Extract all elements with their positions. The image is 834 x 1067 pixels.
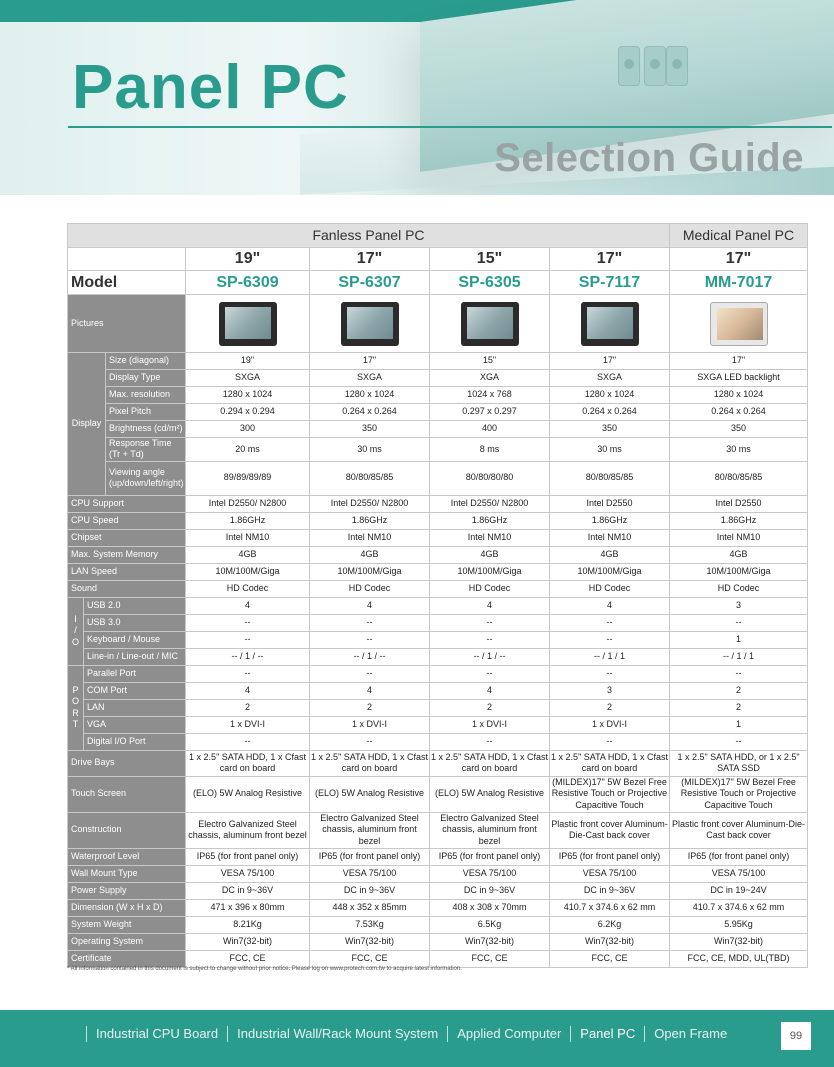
port-icon	[666, 46, 688, 86]
spec-value: Intel NM10	[550, 529, 670, 546]
row-label: Response Time (Tr + Td)	[106, 438, 186, 462]
spec-value: Win7(32-bit)	[186, 933, 310, 950]
spec-value: FCC, CE	[430, 950, 550, 967]
spec-value: VESA 75/100	[550, 865, 670, 882]
spec-value: 4GB	[186, 546, 310, 563]
spec-value: --	[430, 733, 550, 750]
row-label: System Weight	[68, 916, 186, 933]
spec-value: 80/80/85/85	[670, 461, 808, 495]
spec-value: 30 ms	[310, 438, 430, 462]
model-cell: SP-7117	[550, 271, 670, 295]
spec-value: IP65 (for front panel only)	[670, 848, 808, 865]
group-fanless: Fanless Panel PC	[68, 224, 670, 248]
screen	[467, 307, 513, 339]
table-row	[68, 461, 808, 495]
spec-value: 1 x 2.5" SATA HDD, or 1 x 2.5" SATA SSD	[670, 750, 808, 776]
group-medical: Medical Panel PC	[670, 224, 808, 248]
row-label: CPU Support	[68, 495, 186, 512]
row-label: Operating System	[68, 933, 186, 950]
row-label: Max. resolution	[106, 387, 186, 404]
spec-value: VESA 75/100	[186, 865, 310, 882]
row-label: Touch Screen	[68, 776, 186, 812]
model-cell: SP-6305	[430, 271, 550, 295]
row-label: Brightness (cd/m²)	[106, 421, 186, 438]
spec-value: 20 ms	[186, 438, 310, 462]
selection-guide-table	[67, 223, 808, 968]
row-label: Line-in / Line-out / MIC	[84, 648, 186, 665]
spec-value: 2	[310, 699, 430, 716]
spec-value: FCC, CE	[186, 950, 310, 967]
spec-value: Intel NM10	[186, 529, 310, 546]
spec-value: 448 x 352 x 85mm	[310, 899, 430, 916]
spec-value: 0.294 x 0.294	[186, 404, 310, 421]
nav-item-panel-pc[interactable]: Panel PC	[570, 1026, 644, 1042]
spec-value: 89/89/89/89	[186, 461, 310, 495]
spec-value: 1 x DVI-I	[550, 716, 670, 733]
picture-cell	[670, 295, 808, 353]
model-cell: MM-7017	[670, 271, 808, 295]
spec-value: Win7(32-bit)	[550, 933, 670, 950]
row-label: Drive Bays	[68, 750, 186, 776]
row-label: Certificate	[68, 950, 186, 967]
spec-value: 8 ms	[430, 438, 550, 462]
spec-value: 1 x 2.5" SATA HDD, 1 x Cfast card on board	[186, 750, 310, 776]
spec-value: --	[550, 614, 670, 631]
size-label-blank	[68, 248, 186, 271]
table-row	[68, 438, 808, 462]
spec-value: Intel NM10	[430, 529, 550, 546]
table-row	[68, 495, 808, 512]
port-letter: R	[72, 707, 79, 718]
spec-value: HD Codec	[430, 580, 550, 597]
size-cell: 19"	[186, 248, 310, 271]
io-group-label	[68, 597, 84, 665]
spec-value: 80/80/85/85	[310, 461, 430, 495]
table-row	[68, 631, 808, 648]
spec-value: HD Codec	[550, 580, 670, 597]
table-row	[68, 563, 808, 580]
spec-value: 17"	[310, 353, 430, 370]
row-label: Viewing angle (up/down/left/right)	[106, 461, 186, 495]
table-row	[68, 776, 808, 812]
spec-value: 4GB	[310, 546, 430, 563]
table-row	[68, 865, 808, 882]
spec-value: 1280 x 1024	[550, 387, 670, 404]
spec-value: 1.86GHz	[186, 512, 310, 529]
spec-value: -- / 1 / --	[430, 648, 550, 665]
row-label: Pixel Pitch	[106, 404, 186, 421]
spec-value: Win7(32-bit)	[670, 933, 808, 950]
io-letter: I	[74, 614, 77, 625]
spec-value: HD Codec	[186, 580, 310, 597]
spec-value: SXGA	[310, 370, 430, 387]
spec-value: --	[310, 631, 430, 648]
picture-cell	[310, 295, 430, 353]
spec-value: Electro Galvanized Steel chassis, aluminum front bezel	[186, 812, 310, 848]
row-label: Power Supply	[68, 882, 186, 899]
spec-value: 30 ms	[550, 438, 670, 462]
table-row	[68, 882, 808, 899]
picture-cell	[430, 295, 550, 353]
spec-value: 10M/100M/Giga	[430, 563, 550, 580]
spec-value: 4GB	[430, 546, 550, 563]
spec-value: --	[186, 665, 310, 682]
table-row	[68, 899, 808, 916]
spec-value: 3	[670, 597, 808, 614]
spec-value: Intel D2550/ N2800	[430, 495, 550, 512]
table-pictures-row	[68, 295, 808, 353]
row-label: Waterproof Level	[68, 848, 186, 865]
model-label: Model	[68, 271, 186, 295]
model-cell: SP-6307	[310, 271, 430, 295]
spec-value: SXGA	[186, 370, 310, 387]
spec-value: VESA 75/100	[670, 865, 808, 882]
size-cell: 17"	[550, 248, 670, 271]
panel-pc-image	[461, 302, 519, 346]
table-row	[68, 716, 808, 733]
spec-value: 17"	[670, 353, 808, 370]
spec-value: 1280 x 1024	[310, 387, 430, 404]
row-label: Parallel Port	[84, 665, 186, 682]
spec-value: 19"	[186, 353, 310, 370]
spec-value: 4	[186, 597, 310, 614]
spec-value: -- / 1 / 1	[670, 648, 808, 665]
spec-value: --	[550, 665, 670, 682]
panel-pc-image	[581, 302, 639, 346]
spec-value: 10M/100M/Giga	[550, 563, 670, 580]
spec-value: 4	[310, 597, 430, 614]
spec-value: --	[186, 733, 310, 750]
spec-value: (MILDEX)17" 5W Bezel Free Resistive Touch or Projective Capacitive Touch	[670, 776, 808, 812]
port-icon	[618, 46, 640, 86]
spec-value: --	[430, 665, 550, 682]
panel-pc-image	[341, 302, 399, 346]
spec-value: 400	[430, 421, 550, 438]
table-row	[68, 421, 808, 438]
spec-value: 0.264 x 0.264	[550, 404, 670, 421]
footer-bar	[0, 1010, 834, 1067]
panel-pc-image	[710, 302, 768, 346]
display-group-label: Display	[68, 353, 106, 496]
spec-value: 0.264 x 0.264	[670, 404, 808, 421]
spec-value: 4	[310, 682, 430, 699]
table-row	[68, 546, 808, 563]
spec-value: 2	[670, 699, 808, 716]
spec-value: 2	[550, 699, 670, 716]
spec-value: (MILDEX)17" 5W Bezel Free Resistive Touch or Projective Capacitive Touch	[550, 776, 670, 812]
spec-value: Electro Galvanized Steel chassis, aluminum front bezel	[430, 812, 550, 848]
spec-value: -- / 1 / --	[310, 648, 430, 665]
spec-value: 4GB	[550, 546, 670, 563]
spec-value: 1 x 2.5" SATA HDD, 1 x Cfast card on board	[430, 750, 550, 776]
table-row	[68, 648, 808, 665]
spec-value: (ELO) 5W Analog Resistive	[310, 776, 430, 812]
spec-value: --	[670, 733, 808, 750]
spec-value: 2	[430, 699, 550, 716]
spec-value: 4	[430, 597, 550, 614]
spec-value: 1280 x 1024	[186, 387, 310, 404]
size-cell: 17"	[310, 248, 430, 271]
size-cell: 15"	[430, 248, 550, 271]
table-row	[68, 387, 808, 404]
spec-value: 15"	[430, 353, 550, 370]
spec-value: 4GB	[670, 546, 808, 563]
spec-value: 410.7 x 374.6 x 62 mm	[550, 899, 670, 916]
spec-value: --	[670, 665, 808, 682]
port-icon	[644, 46, 666, 86]
table-row	[68, 950, 808, 967]
screen	[225, 307, 271, 339]
spec-value: 0.297 x 0.297	[430, 404, 550, 421]
row-label: Wall Mount Type	[68, 865, 186, 882]
spec-value: 300	[186, 421, 310, 438]
nav-item-open-frame[interactable]: Open Frame	[644, 1026, 736, 1042]
spec-value: 8.21Kg	[186, 916, 310, 933]
row-label: Max. System Memory	[68, 546, 186, 563]
table-row	[68, 404, 808, 421]
table-row	[68, 665, 808, 682]
spec-value: FCC, CE, MDD, UL(TBD)	[670, 950, 808, 967]
spec-value: DC in 9~36V	[310, 882, 430, 899]
table-row	[68, 933, 808, 950]
panel-pc-image	[219, 302, 277, 346]
row-label: USB 3.0	[84, 614, 186, 631]
table-group-header	[68, 224, 808, 248]
table-row	[68, 916, 808, 933]
spec-value: 1 x DVI-I	[186, 716, 310, 733]
spec-value: 17"	[550, 353, 670, 370]
spec-value: 80/80/85/85	[550, 461, 670, 495]
spec-value: IP65 (for front panel only)	[430, 848, 550, 865]
spec-value: 1 x 2.5" SATA HDD, 1 x Cfast card on board	[550, 750, 670, 776]
spec-value: 1024 x 768	[430, 387, 550, 404]
spec-value: --	[430, 631, 550, 648]
spec-value: --	[550, 631, 670, 648]
spec-value: 3	[550, 682, 670, 699]
spec-value: 1.86GHz	[310, 512, 430, 529]
spec-value: IP65 (for front panel only)	[186, 848, 310, 865]
spec-value: 7.53Kg	[310, 916, 430, 933]
spec-value: 1.86GHz	[430, 512, 550, 529]
spec-value: (ELO) 5W Analog Resistive	[186, 776, 310, 812]
port-letter: P	[72, 685, 79, 695]
port-letter: O	[71, 696, 79, 707]
port-group-label	[68, 665, 84, 750]
row-label: LAN Speed	[68, 563, 186, 580]
spec-value: 5.95Kg	[670, 916, 808, 933]
spec-value: 10M/100M/Giga	[670, 563, 808, 580]
io-letter: /	[74, 625, 77, 636]
spec-value: 1	[670, 716, 808, 733]
pictures-label: Pictures	[68, 295, 186, 353]
spec-value: --	[310, 614, 430, 631]
screen	[347, 307, 393, 339]
row-label: Dimension (W x H x D)	[68, 899, 186, 916]
spec-value: Intel D2550/ N2800	[186, 495, 310, 512]
spec-value: Intel D2550	[670, 495, 808, 512]
page-subtitle: Selection Guide	[494, 136, 804, 180]
table-row	[68, 682, 808, 699]
port-letter: T	[72, 718, 79, 729]
spec-value: 80/80/80/80	[430, 461, 550, 495]
footer-nav	[86, 1026, 736, 1042]
spec-value: Plastic front cover Aluminum-Die-Cast back cover	[550, 812, 670, 848]
row-label: Chipset	[68, 529, 186, 546]
spec-value: 408 x 308 x 70mm	[430, 899, 550, 916]
size-cell: 17"	[670, 248, 808, 271]
header-banner	[0, 0, 834, 195]
spec-value: --	[670, 614, 808, 631]
spec-value: 350	[310, 421, 430, 438]
row-label: Construction	[68, 812, 186, 848]
spec-value: HD Codec	[310, 580, 430, 597]
spec-value: -- / 1 / 1	[550, 648, 670, 665]
page-number: 99	[781, 1022, 811, 1050]
spec-value: 4	[186, 682, 310, 699]
table-size-row	[68, 248, 808, 271]
spec-value: 410.7 x 374.6 x 62 mm	[670, 899, 808, 916]
spec-value: 2	[670, 682, 808, 699]
spec-value: (ELO) 5W Analog Resistive	[430, 776, 550, 812]
spec-value: 350	[670, 421, 808, 438]
row-label: Sound	[68, 580, 186, 597]
spec-value: SXGA	[550, 370, 670, 387]
spec-value: HD Codec	[670, 580, 808, 597]
table-row	[68, 370, 808, 387]
spec-value: --	[550, 733, 670, 750]
spec-value: 350	[550, 421, 670, 438]
table-row	[68, 512, 808, 529]
spec-value: IP65 (for front panel only)	[550, 848, 670, 865]
row-label: CPU Speed	[68, 512, 186, 529]
row-label: Size (diagonal)	[106, 353, 186, 370]
spec-value: 471 x 396 x 80mm	[186, 899, 310, 916]
table-row	[68, 353, 808, 370]
spec-value: 1.86GHz	[670, 512, 808, 529]
spec-value: 6.2Kg	[550, 916, 670, 933]
spec-value: 1 x DVI-I	[310, 716, 430, 733]
spec-value: 0.264 x 0.264	[310, 404, 430, 421]
spec-value: 4	[430, 682, 550, 699]
row-label: Display Type	[106, 370, 186, 387]
row-label: VGA	[84, 716, 186, 733]
table-row	[68, 529, 808, 546]
spec-value: DC in 9~36V	[186, 882, 310, 899]
spec-value: Intel NM10	[310, 529, 430, 546]
spec-value: DC in 9~36V	[430, 882, 550, 899]
spec-value: 10M/100M/Giga	[310, 563, 430, 580]
spec-value: Intel D2550	[550, 495, 670, 512]
table-row	[68, 614, 808, 631]
footnote: * All information contained in this document is subject to change without prior notice. Please log on www.protech.com.tw to acquire latest information.	[67, 966, 462, 972]
picture-cell	[550, 295, 670, 353]
spec-value: VESA 75/100	[430, 865, 550, 882]
table-row	[68, 812, 808, 848]
spec-value: FCC, CE	[310, 950, 430, 967]
io-letter: O	[71, 636, 79, 647]
spec-value: 30 ms	[670, 438, 808, 462]
page-title: Panel PC	[72, 53, 349, 122]
table-row	[68, 597, 808, 614]
model-cell: SP-6309	[186, 271, 310, 295]
spec-value: 1280 x 1024	[670, 387, 808, 404]
spec-value: --	[430, 614, 550, 631]
table-row	[68, 699, 808, 716]
spec-value: DC in 9~36V	[550, 882, 670, 899]
spec-value: --	[186, 614, 310, 631]
nav-item-applied-computer[interactable]: Applied Computer	[447, 1026, 570, 1042]
spec-value: 10M/100M/Giga	[186, 563, 310, 580]
spec-value: VESA 75/100	[310, 865, 430, 882]
screen	[587, 307, 633, 339]
spec-value: 6.5Kg	[430, 916, 550, 933]
spec-value: Win7(32-bit)	[430, 933, 550, 950]
row-label: LAN	[84, 699, 186, 716]
row-label: COM Port	[84, 682, 186, 699]
picture-cell	[186, 295, 310, 353]
spec-value: 1.86GHz	[550, 512, 670, 529]
table-model-row	[68, 271, 808, 295]
spec-value: --	[186, 631, 310, 648]
title-underline	[68, 126, 832, 128]
row-label: Digital I/O Port	[84, 733, 186, 750]
spec-value: DC in 19~24V	[670, 882, 808, 899]
spec-value: 4	[550, 597, 670, 614]
table-row	[68, 733, 808, 750]
spec-value: 1	[670, 631, 808, 648]
spec-value: Win7(32-bit)	[310, 933, 430, 950]
spec-value: FCC, CE	[550, 950, 670, 967]
table-row	[68, 848, 808, 865]
spec-value: SXGA LED backlight	[670, 370, 808, 387]
nav-item-wall-rack-mount[interactable]: Industrial Wall/Rack Mount System	[227, 1026, 447, 1042]
spec-value: Plastic front cover Aluminum-Die-Cast back cover	[670, 812, 808, 848]
spec-value: 1 x DVI-I	[430, 716, 550, 733]
spec-value: -- / 1 / --	[186, 648, 310, 665]
spec-value: --	[310, 665, 430, 682]
spec-value: --	[310, 733, 430, 750]
spec-value: IP65 (for front panel only)	[310, 848, 430, 865]
spec-value: Intel NM10	[670, 529, 808, 546]
nav-item-industrial-cpu-board[interactable]: Industrial CPU Board	[86, 1026, 227, 1042]
spec-value: Intel D2550/ N2800	[310, 495, 430, 512]
spec-value: XGA	[430, 370, 550, 387]
spec-value: 2	[186, 699, 310, 716]
spec-value: 1 x 2.5" SATA HDD, 1 x Cfast card on board	[310, 750, 430, 776]
row-label: USB 2.0	[84, 597, 186, 614]
row-label: Keyboard / Mouse	[84, 631, 186, 648]
table-row	[68, 580, 808, 597]
table-row	[68, 750, 808, 776]
screen	[717, 308, 763, 340]
spec-value: Electro Galvanized Steel chassis, aluminum front bezel	[310, 812, 430, 848]
